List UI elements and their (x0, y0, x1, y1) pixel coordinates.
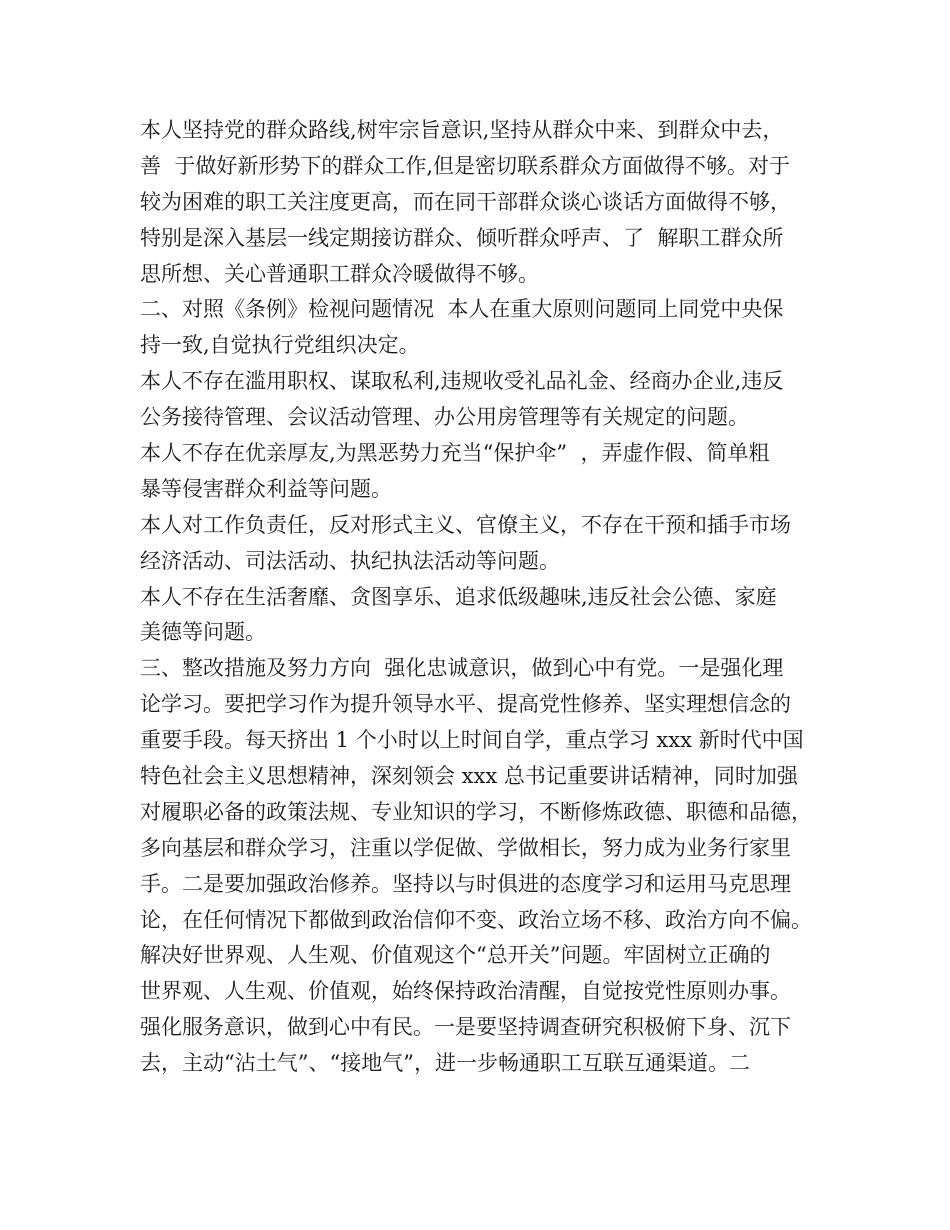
text-line: 本人对工作负责任，反对形式主义、官僚主义，不存在干预和插手市场 (140, 512, 791, 537)
text-line: 论，在任何情况下都做到政治信仰不变、政治立场不移、政治方向不偏。 (140, 907, 812, 932)
document-body-text (140, 113, 830, 1082)
text-line: 去，主动“沾土气”、“接地气”，进一步畅通职工互联互通渠道。二 (140, 1051, 750, 1076)
text-line: 多向基层和群众学习，注重以学促做、学做相长，努力成为业务行家里 (140, 835, 791, 860)
text-line: 论学习。要把学习作为提升领导水平、提高党性修养、坚实理想信念的 (140, 692, 791, 717)
text-line: 较为困难的职工关注度更高，而在同干部群众谈心谈话方面做得不够， (140, 189, 791, 214)
text-line: 持一致,自觉执行党组织决定。 (140, 333, 420, 358)
text-line: 特别是深入基层一线定期接访群众、倾听群众呼声、了 解职工群众所 (140, 225, 784, 250)
text-line: 本人不存在生活奢靡、贪图享乐、追求低级趣味,违反社会公德、家庭 (140, 584, 777, 609)
text-line: 解决好世界观、人生观、价值观这个“总开关”问题。牢固树立正确的 (140, 943, 771, 968)
text-line: 对履职必备的政策法规、专业知识的学习，不断修炼政德、职德和品德， (140, 799, 812, 824)
text-line: 美德等问题。 (140, 620, 266, 645)
text-line: 手。二是要加强政治修养。坚持以与时俱进的态度学习和运用马克思理 (140, 871, 791, 896)
text-line: 本人不存在优亲厚友,为黑恶势力充当“保护伞” ，弄虚作假、简单粗 (140, 441, 770, 466)
text-line: 暴等侵害群众利益等问题。 (140, 476, 392, 501)
section-heading-line: 三、整改措施及努力方向 强化忠诚意识，做到心中有党。一是强化理 (140, 656, 784, 681)
section-heading-line: 二、对照《条例》检视问题情况 本人在重大原则问题同上同党中央保 (140, 297, 784, 322)
text-line: 重要手段。每天挤出 1 个小时以上时间自学，重点学习 xxx 新时代中国 (140, 728, 804, 753)
text-line: 公务接待管理、会议活动管理、办公用房管理等有关规定的问题。 (140, 405, 749, 430)
text-line: 经济活动、司法活动、执纪执法活动等问题。 (140, 548, 560, 573)
text-line: 特色社会主义思想精神，深刻领会 xxx 总书记重要讲话精神，同时加强 (140, 764, 798, 789)
text-line: 思所想、关心普通职工群众冷暖做得不够。 (140, 261, 539, 286)
text-line: 善 于做好新形势下的群众工作,但是密切联系群众方面做得不够。对于 (140, 153, 791, 178)
text-line: 本人不存在滥用职权、谋取私利,违规收受礼品礼金、经商办企业,违反 (140, 369, 784, 394)
text-line: 世界观、人生观、价值观，始终保持政治清醒，自觉按党性原则办事。 (140, 979, 791, 1004)
text-line: 强化服务意识，做到心中有民。一是要坚持调查研究积极俯下身、沉下 (140, 1015, 791, 1040)
text-line: 本人坚持党的群众路线,树牢宗旨意识,坚持从群众中来、到群众中去， (140, 118, 784, 142)
